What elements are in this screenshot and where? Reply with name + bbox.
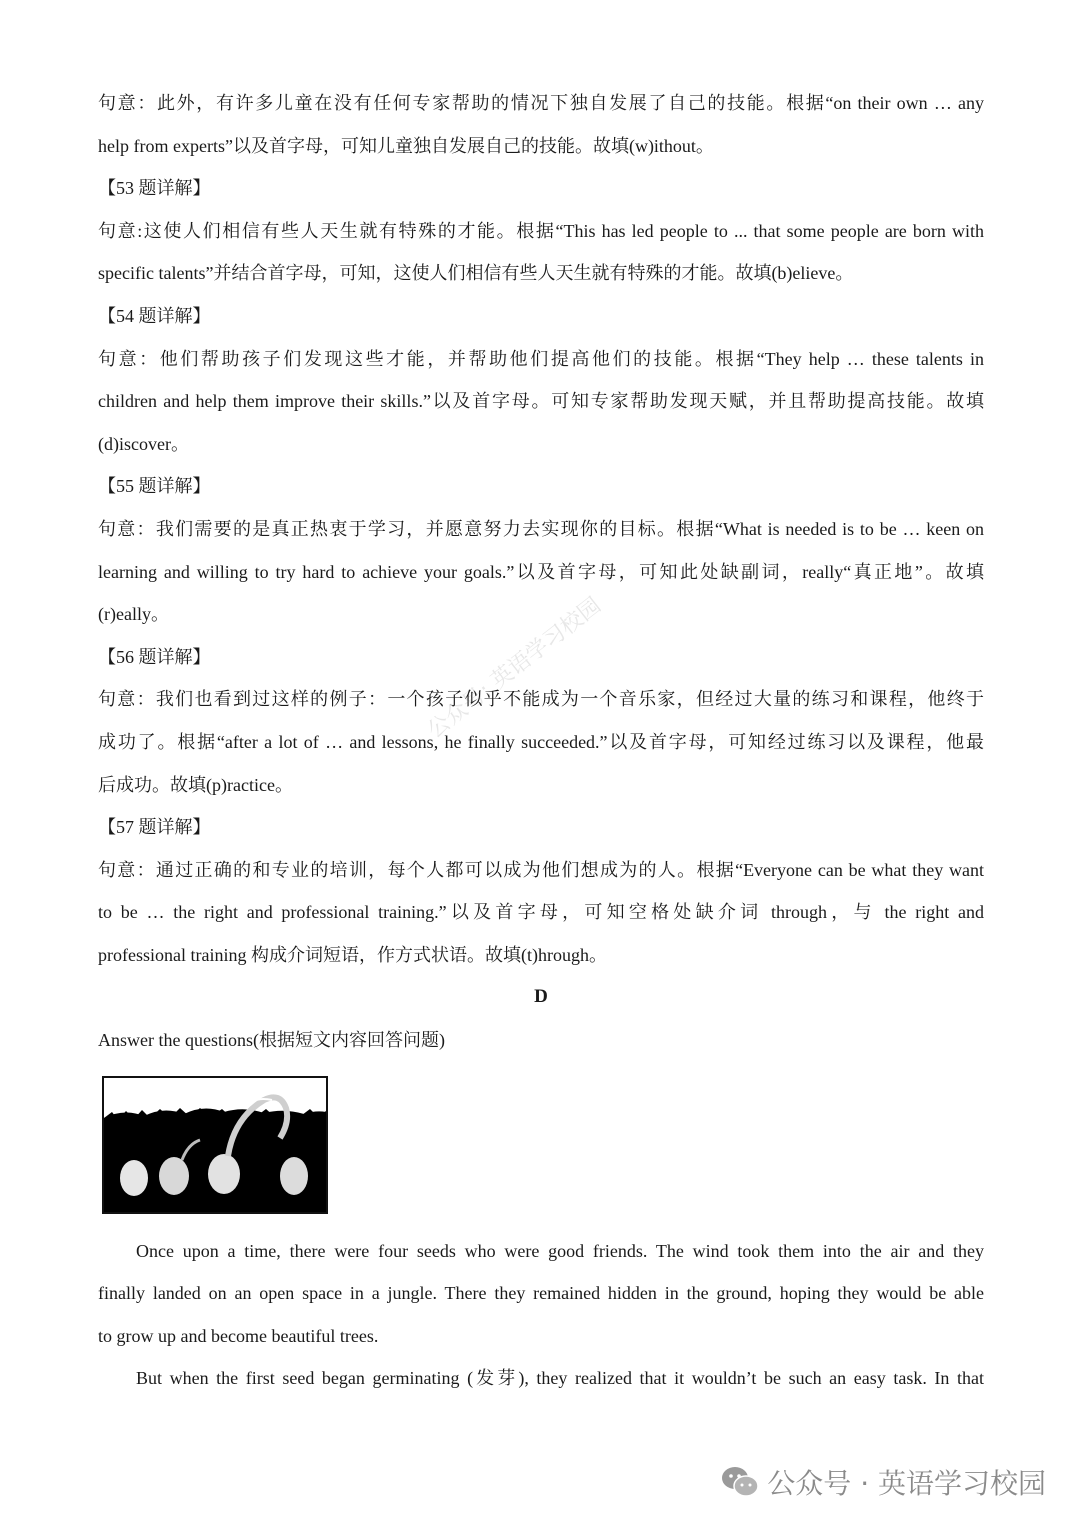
text-line: 句意：我们也看到过这样的例子：一个孩子似乎不能成为一个音乐家，但经过大量的练习和课程，他终于: [98, 689, 984, 710]
section-heading-54: 【54 题详解】: [98, 305, 211, 326]
footer-watermark: [721, 1462, 1046, 1502]
text-line: to grow up and become beautiful trees.: [98, 1325, 379, 1346]
diagonal-watermark: 公众号: 英语学习校园: [423, 593, 606, 744]
text-line: Once upon a time, there were four seeds who were good friends. The wind took them into the air and they: [136, 1240, 984, 1261]
section-letter-d: D: [534, 986, 548, 1008]
wechat-icon: [721, 1465, 759, 1499]
text-line: finally landed on an open space in a jungle. There they remained hidden in the ground, hoping they would be able: [98, 1283, 984, 1304]
document-page: [98, 82, 984, 1400]
footer-watermark-text: 公众号 · 英语学习校园: [767, 1467, 1046, 1500]
text-line: 句意：此外，有许多儿童在没有任何专家帮助的情况下独自发展了自己的技能。根据“on their own … any: [98, 93, 984, 113]
text-line: professional training 构成介词短语，作方式状语。故填(t)hrough。: [98, 944, 607, 965]
section-heading-57: 【57 题详解】: [98, 817, 211, 838]
section-heading-56: 【56 题详解】: [98, 646, 211, 667]
section-heading-55: 【55 题详解】: [98, 476, 211, 497]
text-line: (d)iscover。: [98, 433, 189, 454]
section-heading-53: 【53 题详解】: [98, 178, 211, 199]
text-line: help from experts”以及首字母，可知儿童独自发展自己的技能。故填(w)ithout。: [98, 135, 714, 156]
text-line: 句意:这使人们相信有些人天生就有特殊的才能。根据“This has led people to ... that some people are born with: [98, 220, 984, 241]
text-line: But when the first seed began germinating (发芽), they realized that it wouldn’t be such an easy task. In that: [136, 1368, 984, 1389]
text-line: 后成功。故填(p)ractice。: [98, 774, 293, 795]
seeds-illustration: [102, 1076, 328, 1214]
instruction-text: Answer the questions(根据短文内容回答问题): [98, 1030, 445, 1051]
text-line: learning and willing to try hard to achieve your goals.”以及首字母，可知此处缺副词，really“真正地”。故填: [98, 561, 984, 582]
text-line: specific talents”并结合首字母，可知，这使人们相信有些人天生就有特殊的才能。故填(b)elieve。: [98, 263, 854, 284]
seeds-image: [104, 1078, 326, 1212]
text-line: 句意：通过正确的和专业的培训，每个人都可以成为他们想成为的人。根据“Everyone can be what they want: [98, 859, 984, 880]
text-line: 句意：我们需要的是真正热衷于学习，并愿意努力去实现你的目标。根据“What is needed is to be … keen on: [98, 518, 984, 539]
text-line: 成功了。根据“after a lot of … and lessons, he finally succeeded.”以及首字母，可知经过练习以及课程，他最: [98, 731, 984, 752]
text-line: 句意：他们帮助孩子们发现这些才能，并帮助他们提高他们的技能。根据“They help … these talents in: [98, 348, 984, 369]
text-line: to be … the right and professional training.”以及首字母，可知空格处缺介词 through，与 the right and: [98, 902, 984, 923]
text-line: (r)eally。: [98, 604, 169, 625]
text-line: children and help them improve their skills.”以及首字母。可知专家帮助发现天赋，并且帮助提高技能。故填: [98, 391, 984, 412]
